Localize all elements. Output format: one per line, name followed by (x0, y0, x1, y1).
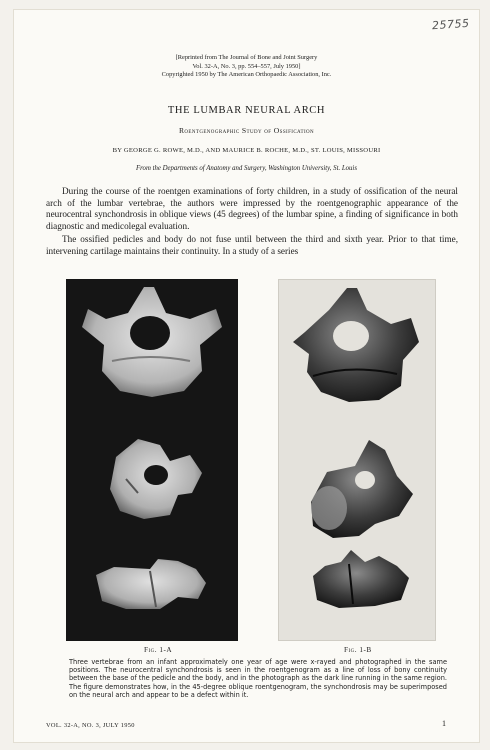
figure-1a-xray-image (66, 279, 238, 641)
reprint-notice (14, 54, 479, 80)
xray-vertebra-top (82, 287, 222, 397)
xray-vertebra-bottom (96, 559, 206, 609)
article-title: THE LUMBAR NEURAL ARCH (167, 105, 326, 116)
photo-vertebra-top (293, 288, 419, 402)
figure-1a-label: Fig. 1-A (144, 646, 173, 654)
paragraph-2: The ossified pedicles and body do not fuse until between the third and sixth year. Prior to that time, intervening cartilage maintains their continuity. In a study of a series (46, 234, 458, 256)
paper-page (14, 10, 479, 742)
handwritten-note: 25755 (431, 16, 470, 33)
photo-vertebra-middle (311, 440, 413, 538)
xray-vertebrae-illustration (66, 279, 238, 641)
journal-volume-footer: VOL. 32-A, NO. 3, JULY 1950 (46, 722, 135, 729)
figure-1b-photograph-image (278, 279, 436, 641)
article-subtitle: Roentgenographic Study of Ossification (178, 126, 315, 135)
photo-vertebrae-illustration (279, 280, 436, 641)
author-line: BY GEORGE G. ROWE, M.D., AND MAURICE B. ROCHE, M.D., ST. LOUIS, MISSOURI (112, 147, 381, 154)
xray-vertebra-middle (110, 439, 202, 519)
figure-caption: Three vertebrae from an infant approximately one year of age were x-rayed and photographed in the same positions. The neurocentral synchondrosis is seen in the roentgenogram as a line of loss of bony continuity between the base of the pedicle and the body, and in the photograph as the dark line running in the same region. The figure demonstrates how, in the 45-degree oblique roentgenogram, the synchondrosis may be superimposed on the neural arch and appear to be a defect within it. (69, 658, 447, 699)
photo-vertebra-bottom (313, 550, 409, 608)
copyright-line: Copyrighted 1950 by The American Orthopaedic Association, Inc. (161, 71, 332, 79)
reprint-line-2: Vol. 32-A, No. 3, pp. 554–557, July 1950] (192, 62, 301, 70)
reprint-line-1: [Reprinted from The Journal of Bone and Joint Surgery (175, 54, 318, 61)
page-number: 1 (442, 719, 446, 728)
paragraph-1: During the course of the roentgen examinations of forty children, in a study of ossification of the neural arch of the lumbar vertebrae, the authors were impressed by the roentgenographic appearance of the neurocentral synchondrosis in oblique views (45 degrees) of the lumbar spine, a finding of significance in both diagnostic and medicolegal evaluation. (46, 186, 458, 231)
body-text (46, 186, 458, 258)
figure-1b-label: Fig. 1-B (344, 646, 372, 654)
affiliation-line: From the Departments of Anatomy and Surgery, Washington University, St. Louis (136, 165, 357, 172)
